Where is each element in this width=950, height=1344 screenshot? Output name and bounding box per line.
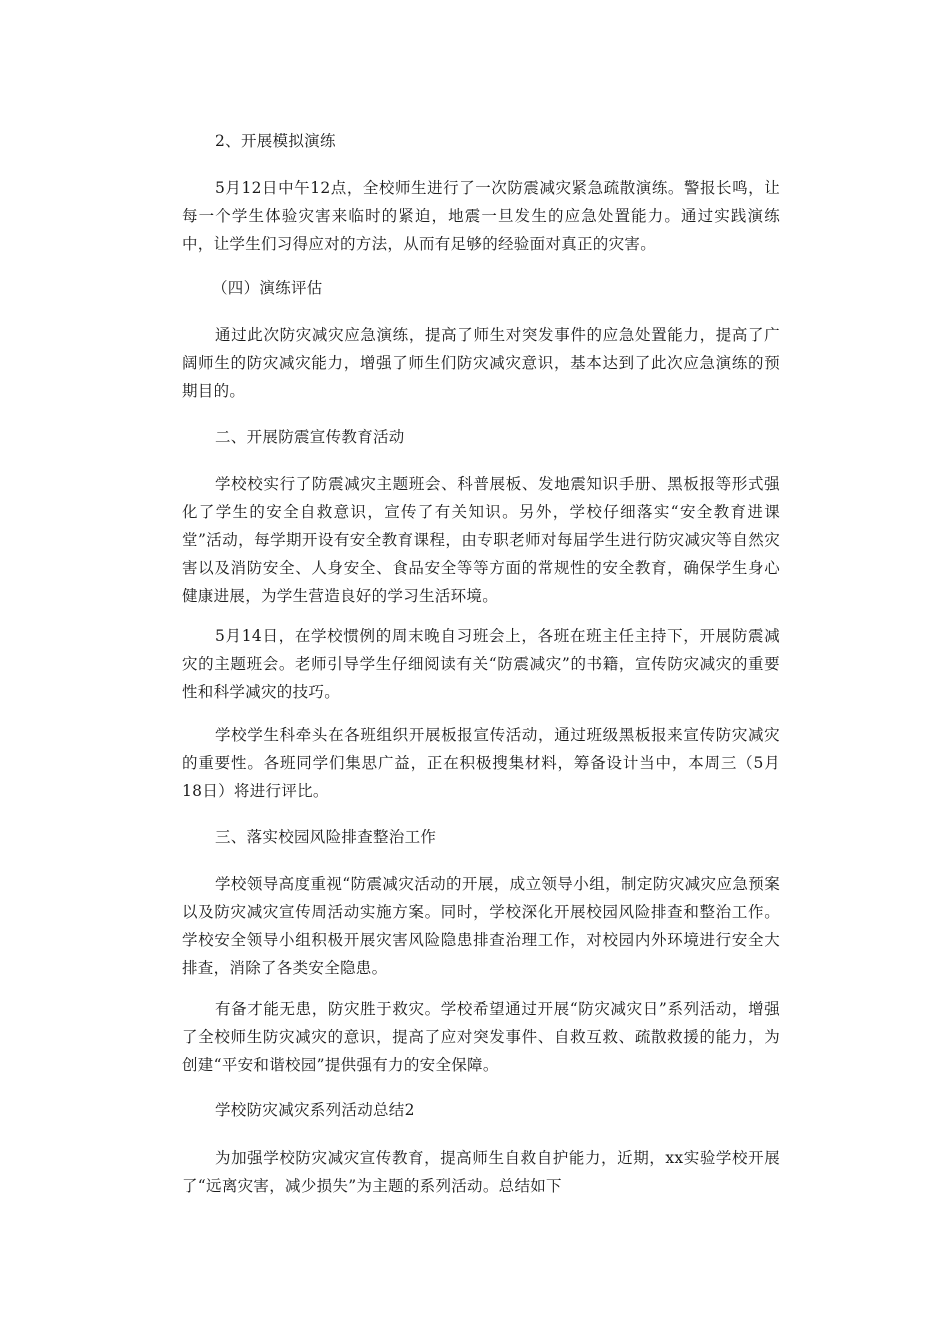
paragraph-summary-intro: 为加强学校防灾减灾宣传教育，提高师生自救自护能力，近期，xx实验学校开展了“远离灾害，减少损失”为主题的系列活动。总结如下 — [182, 1149, 780, 1195]
heading-drill-evaluation: （四）演练评估 — [212, 279, 323, 297]
heading-simulation-drill: 2、开展模拟演练 — [215, 132, 336, 150]
heading-publicity-education: 二、开展防震宣传教育活动 — [215, 428, 405, 446]
paragraph-publicity-activities: 学校校实行了防震减灾主题班会、科普展板、发地震知识手册、黑板报等形式强化了学生的安全自救意识，宣传了有关知识。另外，学校仔细落实“安全教育进课堂”活动，每学期开设有安全教育课程，由专职老师对每届学生进行防灾减灾等自然灾害以及消防安全、人身安全、食品安全等等方面的常规性的安全教育，确保学生身心健康进展，为学生营造良好的学习生活环境。 — [182, 475, 780, 605]
paragraph-drill-description: 5月12日中午12点，全校师生进行了一次防震减灾紧急疏散演练。警报长鸣，让每一个学生体验灾害来临时的紧迫，地震一旦发生的应急处置能力。通过实践演练中，让学生们习得应对的方法，从而有足够的经验面对真正的灾害。 — [182, 179, 780, 253]
paragraph-blackboard: 学校学生科牵头在各班组织开展板报宣传活动，通过班级黑板报来宣传防灾减灾的重要性。各班同学们集思广益，正在积极搜集材料，筹备设计当中，本周三（5月18日）将进行评比。 — [182, 726, 780, 800]
heading-summary-2: 学校防灾减灾系列活动总结2 — [215, 1101, 415, 1119]
paragraph-class-meeting: 5月14日，在学校惯例的周末晚自习班会上，各班在班主任主持下，开展防震减灾的主题班会。老师引导学生仔细阅读有关“防震减灾”的书籍，宣传防灾减灾的重要性和科学减灾的技巧。 — [182, 627, 780, 701]
paragraph-risk-inspection: 学校领导高度重视“防震减灾活动的开展，成立领导小组，制定防灾减灾应急预案以及防灾减灾宣传周活动实施方案。同时，学校深化开展校园风险排查和整治工作。学校安全领导小组积极开展灾害风险隐患排查治理工作，对校园内外环境进行安全大排查，消除了各类安全隐患。 — [182, 875, 780, 977]
heading-risk-inspection: 三、落实校园风险排查整治工作 — [215, 828, 437, 846]
paragraph-evaluation: 通过此次防灾减灾应急演练，提高了师生对突发事件的应急处置能力，提高了广阔师生的防灾减灾能力，增强了师生们防灾减灾意识，基本达到了此次应急演练的预期目的。 — [182, 326, 780, 400]
paragraph-conclusion: 有备才能无患，防灾胜于救灾。学校希望通过开展“防灾减灾日”系列活动，增强了全校师生防灾减灾的意识，提高了应对突发事件、自救互救、疏散救援的能力，为创建“平安和谐校园”提供强有力的安全保障。 — [182, 1000, 780, 1074]
